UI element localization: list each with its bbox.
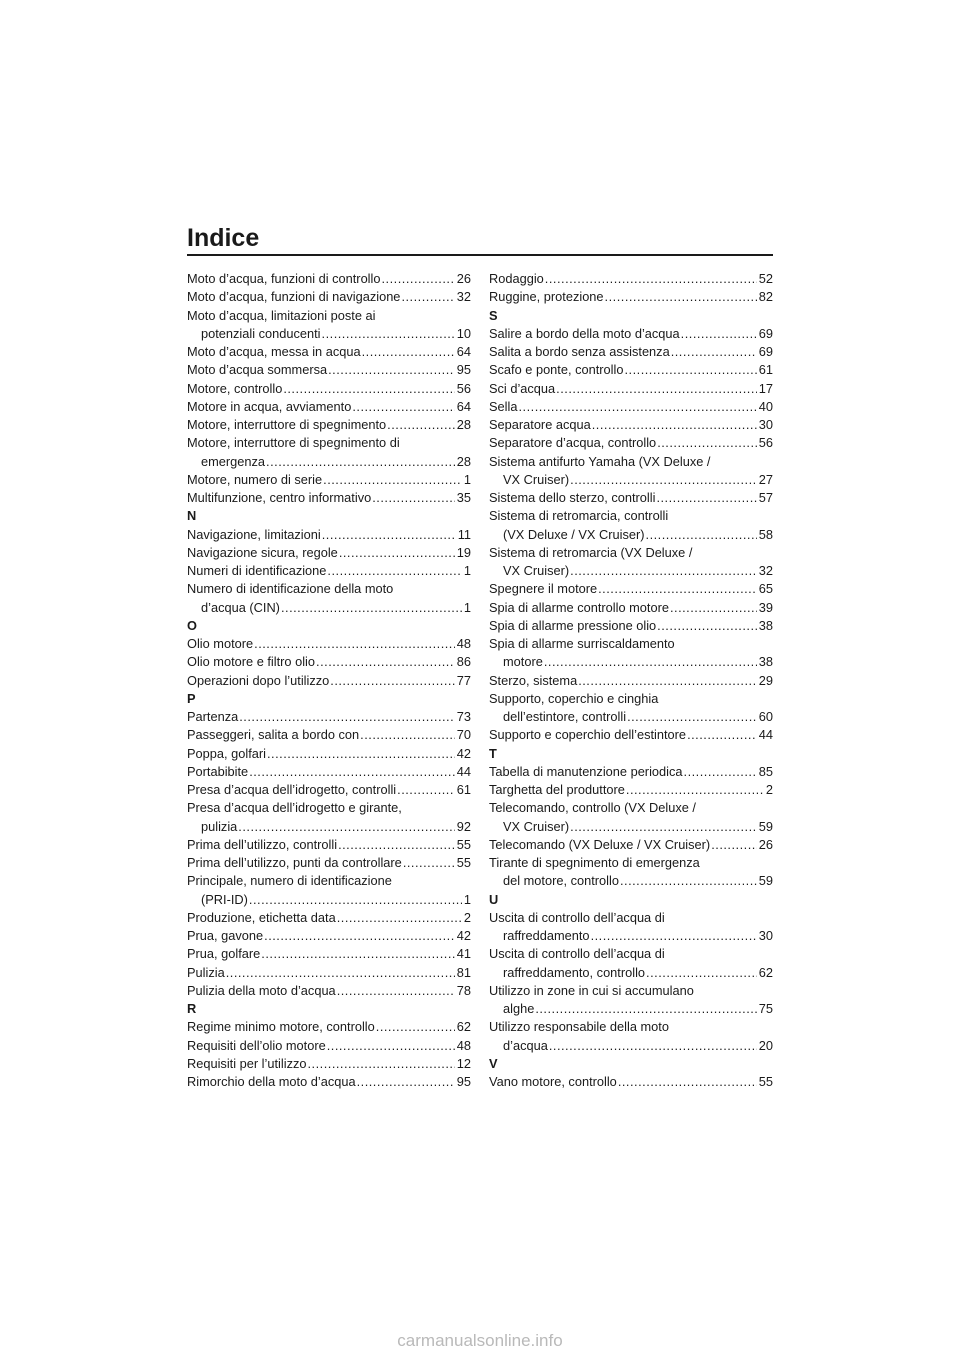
index-entry [489, 1073, 773, 1091]
index-entry [489, 982, 773, 1019]
page-title: Indice [187, 224, 260, 252]
index-entry-text: Spegnere il motore [489, 581, 598, 597]
index-entry [187, 945, 471, 963]
index-entry [187, 909, 471, 927]
index-entry-text: Moto d’acqua, limitazioni poste ai [187, 307, 376, 323]
title-divider [187, 254, 773, 256]
index-entry [489, 416, 773, 434]
dot-leader [322, 325, 455, 343]
index-entry-text: Moto d’acqua, funzioni di navigazione [187, 289, 401, 305]
index-entry [187, 489, 471, 507]
index-entry [489, 507, 773, 544]
index-section-letter: N [187, 508, 197, 524]
dot-leader [570, 818, 757, 836]
index-entry [187, 836, 471, 854]
index-entry [489, 380, 773, 398]
dot-leader [591, 927, 757, 945]
index-page-number: 1 [463, 471, 471, 487]
index-page-number: 82 [758, 289, 773, 305]
index-entry-text: d’acqua (CIN) [201, 599, 280, 615]
index-entry [187, 562, 471, 580]
dot-leader [283, 380, 454, 398]
dot-leader [337, 982, 455, 1000]
index-page-number: 77 [456, 672, 471, 688]
index-page-number: 48 [456, 636, 471, 651]
dot-leader [657, 434, 757, 452]
index-entry-text: Separatore acqua [489, 417, 591, 432]
dot-leader [316, 653, 455, 671]
dot-leader [376, 1018, 455, 1036]
index-entry [187, 416, 471, 434]
index-entry-text: Sci d’acqua [489, 380, 556, 396]
index-entry [489, 781, 773, 799]
index-entry-text: Supporto e coperchio dell’estintore [489, 727, 687, 743]
index-page-number: 58 [758, 526, 773, 542]
dot-leader [620, 872, 757, 890]
index-section-letter: P [187, 690, 196, 706]
dot-leader [687, 726, 757, 744]
index-entry [187, 1055, 471, 1073]
index-entry [489, 361, 773, 379]
dot-leader [382, 270, 455, 288]
dot-leader [627, 708, 757, 726]
dot-leader [618, 1073, 757, 1091]
index-entry [489, 799, 773, 836]
index-entry [187, 361, 471, 379]
index-entry-text: d’acqua [503, 1037, 548, 1053]
index-entry [489, 635, 773, 672]
index-page-number: 28 [456, 453, 471, 469]
index-entry [187, 872, 471, 909]
index-entry [187, 380, 471, 398]
index-entry-text: Motore, interruttore di spegnimento [187, 417, 387, 432]
index-entry [187, 653, 471, 671]
index-page-number: 26 [456, 271, 471, 286]
index-page-number: 62 [456, 1019, 471, 1035]
index-page-number: 2 [765, 782, 773, 797]
index-entry-text: Numero di identificazione della moto [187, 581, 394, 597]
dot-leader [322, 526, 456, 544]
dot-leader [656, 489, 756, 507]
dot-leader [598, 580, 757, 598]
dot-leader [226, 964, 455, 982]
dot-leader [578, 672, 757, 690]
dot-leader [570, 562, 757, 580]
dot-leader [337, 909, 462, 927]
index-page-number: 32 [456, 289, 471, 305]
index-entry [187, 672, 471, 690]
index-entry-text: Passeggeri, salita a bordo con [187, 727, 360, 743]
index-entry-text: Prima dell’utilizzo, controlli [187, 836, 338, 852]
index-entry [489, 836, 773, 854]
index-entry [187, 964, 471, 982]
index-entry [187, 745, 471, 763]
dot-leader [360, 726, 455, 744]
index-page-number: 27 [758, 471, 773, 487]
dot-leader [646, 964, 757, 982]
dot-leader [681, 325, 757, 343]
dot-leader [387, 416, 455, 434]
index-entry [187, 580, 471, 617]
index-page-number: 12 [456, 1055, 471, 1071]
index-page-number: 59 [758, 818, 773, 834]
index-column-right [489, 270, 773, 1091]
index-entry [187, 799, 471, 836]
index-entry-text: Prua, golfare [187, 946, 261, 962]
index-entry-text: Navigazione, limitazioni [187, 526, 321, 542]
index-entry-text: alghe [503, 1001, 535, 1016]
index-entry-text: Operazioni dopo l’utilizzo [187, 672, 330, 688]
index-entry-text: Sterzo, sistema [489, 672, 578, 688]
dot-leader [328, 361, 455, 379]
index-entry-text: Moto d’acqua, messa in acqua [187, 344, 361, 359]
index-page-number: 57 [758, 490, 773, 505]
dot-leader [362, 343, 455, 361]
index-page-number: 32 [758, 563, 773, 578]
index-entry-text: Poppa, golfari [187, 745, 266, 761]
index-entry [489, 763, 773, 781]
dot-leader [401, 288, 454, 306]
index-entry-text: Requisiti per l’utilizzo [187, 1055, 307, 1071]
dot-leader [657, 617, 757, 635]
index-page-number: 41 [456, 946, 471, 962]
index-page-number: 10 [456, 325, 471, 341]
index-page-number: 85 [758, 763, 773, 779]
index-section-letter: S [489, 307, 498, 323]
dot-leader [281, 599, 462, 617]
index-entry [187, 307, 471, 344]
index-page-number: 64 [456, 398, 471, 414]
index-entry-text: Supporto, coperchio e cinghia [489, 690, 659, 706]
index-entry-text: Produzione, etichetta data [187, 909, 336, 925]
index-entry-text: Uscita di controllo dell’acqua di [489, 909, 665, 925]
dot-leader [670, 599, 757, 617]
index-page-number: 35 [456, 490, 471, 505]
index-entry-text: del motore, controllo [503, 873, 619, 889]
index-entry-text: Sistema antifurto Yamaha (VX Deluxe / [489, 453, 711, 469]
index-section-letter: T [489, 745, 497, 761]
index-entry [489, 672, 773, 690]
index-entry-text: Pulizia della moto d’acqua [187, 982, 336, 998]
index-page-number: 30 [758, 928, 773, 943]
index-entry [489, 270, 773, 288]
index-entry-text: Partenza [187, 709, 239, 724]
dot-leader [671, 343, 757, 361]
index-entry-text: (VX Deluxe / VX Cruiser) [503, 526, 645, 542]
dot-leader [556, 380, 757, 398]
index-entry [187, 288, 471, 306]
index-entry [187, 544, 471, 562]
index-entry-text: Spia di allarme pressione olio [489, 617, 657, 633]
dot-leader [684, 763, 757, 781]
dot-leader [624, 361, 756, 379]
index-entry [187, 270, 471, 288]
dot-leader [254, 635, 455, 653]
index-entry-text: Presa d’acqua dell’idrogetto, controlli [187, 782, 397, 797]
dot-leader [307, 1055, 454, 1073]
dot-leader [261, 945, 454, 963]
index-page-number: 64 [456, 344, 471, 359]
index-page-number: 61 [758, 362, 773, 378]
index-entry-text: raffreddamento [503, 928, 590, 943]
index-entry [489, 617, 773, 635]
index-entry-text: (PRI-ID) [201, 891, 248, 907]
index-entry-text: Prua, gavone [187, 928, 264, 943]
index-entry-text: Motore, numero di serie [187, 471, 323, 487]
dot-leader [357, 1073, 455, 1091]
index-entry [187, 726, 471, 744]
index-entry [489, 1018, 773, 1055]
index-page-number: 61 [456, 782, 471, 797]
index-page-number: 55 [456, 855, 471, 870]
index-column-left [187, 270, 471, 1091]
index-entry [489, 945, 773, 982]
index-entry-text: Ruggine, protezione [489, 289, 604, 305]
index-page-number: 26 [758, 836, 773, 852]
dot-leader [264, 927, 455, 945]
index-page-number: 86 [456, 654, 471, 670]
index-section-letter: V [489, 1055, 498, 1071]
index-page-number: 17 [758, 380, 773, 396]
index-entry-text: Telecomando, controllo (VX Deluxe / [489, 800, 696, 816]
dot-leader [323, 471, 462, 489]
index-entry-text: Moto d’acqua, funzioni di controllo [187, 271, 381, 286]
dot-leader [626, 781, 764, 799]
index-page-number: 95 [456, 362, 471, 378]
dot-leader [549, 1037, 757, 1055]
index-page-number: 42 [456, 928, 471, 943]
index-page-number: 95 [456, 1074, 471, 1089]
index-page-number: 2 [463, 909, 471, 925]
index-entry-text: Prima dell’utilizzo, punti da controllare [187, 855, 402, 870]
index-page-number: 73 [456, 709, 471, 724]
index-entry [489, 398, 773, 416]
index-entry-text: Spia di allarme surriscaldamento [489, 636, 675, 651]
index-page-number: 44 [456, 763, 471, 779]
index-page-number: 39 [758, 599, 773, 615]
index-entry [187, 1037, 471, 1055]
index-page-number: 42 [456, 745, 471, 761]
index-page-number: 69 [758, 325, 773, 341]
index-page-number: 56 [758, 435, 773, 451]
index-entry [489, 453, 773, 490]
index-entry-text: Olio motore e filtro olio [187, 654, 316, 670]
index-entry [187, 927, 471, 945]
index-page-number: 60 [758, 709, 773, 724]
index-entry-text: Sistema di retromarcia (VX Deluxe / [489, 544, 693, 560]
index-page-number: 62 [758, 964, 773, 980]
index-page-number: 75 [758, 1001, 773, 1016]
index-page-number: 92 [456, 818, 471, 834]
index-entry-text: Targhetta del produttore [489, 782, 625, 797]
watermark: carmanualsonline.info [397, 1331, 563, 1350]
dot-leader [372, 489, 455, 507]
index-page-number: 78 [456, 982, 471, 998]
index-page-number: 30 [758, 417, 773, 432]
index-page-number: 1 [463, 563, 471, 578]
dot-leader [535, 1000, 756, 1018]
index-entry [187, 781, 471, 799]
dot-leader [518, 398, 756, 416]
index-entry-text: Utilizzo responsabile della moto [489, 1019, 669, 1035]
index-page-number: 65 [758, 581, 773, 597]
index-entry [187, 1018, 471, 1036]
index-entry-text: Numeri di identificazione [187, 563, 327, 578]
index-entry [187, 343, 471, 361]
index-entry-text: Sistema dello sterzo, controlli [489, 490, 656, 505]
index-entry-text: pulizia [201, 818, 238, 834]
index-entry-text: Uscita di controllo dell’acqua di [489, 946, 665, 962]
index-entry [187, 398, 471, 416]
index-page-number: 19 [456, 544, 471, 560]
index-entry-text: Vano motore, controllo [489, 1074, 617, 1089]
index-entry-text: Sistema di retromarcia, controlli [489, 508, 669, 524]
index-page-number: 56 [456, 380, 471, 396]
index-entry-text: emergenza [201, 453, 266, 469]
index-page-number: 11 [457, 526, 471, 542]
index-entry [187, 854, 471, 872]
index-entry [489, 690, 773, 727]
index-page-number: 40 [758, 398, 773, 414]
index-page-number: 29 [758, 672, 773, 688]
dot-leader [545, 270, 757, 288]
index-entry-text: Separatore d’acqua, controllo [489, 435, 657, 451]
index-entry [187, 1073, 471, 1091]
index-page-number: 59 [758, 873, 773, 889]
dot-leader [570, 471, 757, 489]
index-entry [187, 434, 471, 471]
dot-leader [239, 708, 455, 726]
index-page-number: 28 [456, 417, 471, 432]
index-entry [489, 580, 773, 598]
index-entry-text: Motore, controllo [187, 380, 283, 396]
dot-leader [352, 398, 454, 416]
index-page-number: 1 [463, 891, 471, 907]
index-entry [187, 526, 471, 544]
index-entry-text: Salita a bordo senza assistenza [489, 344, 670, 359]
dot-leader [330, 672, 455, 690]
index-entry [187, 708, 471, 726]
index-entry-text: Tabella di manutenzione periodica [489, 763, 683, 779]
index-entry [187, 471, 471, 489]
index-entry-text: Principale, numero di identificazione [187, 873, 392, 889]
dot-leader [711, 836, 757, 854]
index-entry-text: Olio motore [187, 636, 254, 651]
index-entry-text: Tirante di spegnimento di emergenza [489, 855, 700, 870]
index-page-number: 69 [758, 344, 773, 359]
dot-leader [605, 288, 757, 306]
index-page-number: 52 [758, 271, 773, 286]
dot-leader [249, 891, 462, 909]
index-entry [187, 635, 471, 653]
index-entry-text: Rimorchio della moto d’acqua [187, 1074, 356, 1089]
index-page-number: 20 [758, 1037, 773, 1053]
dot-leader [238, 818, 454, 836]
index-page-number: 55 [758, 1074, 773, 1089]
dot-leader [339, 544, 455, 562]
index-entry [187, 763, 471, 781]
index-entry-text: Spia di allarme controllo motore [489, 599, 669, 615]
index-section-letter: U [489, 891, 499, 907]
index-page-number: 44 [758, 727, 773, 743]
index-entry-text: Sella [489, 398, 518, 414]
index-entry [489, 288, 773, 306]
index-entry [489, 434, 773, 452]
dot-leader [327, 1037, 455, 1055]
index-entry [489, 726, 773, 744]
index-entry-text: Rodaggio [489, 271, 544, 286]
index-entry-text: Requisiti dell’olio motore [187, 1037, 326, 1053]
index-page-number: 38 [758, 654, 773, 670]
index-entry-text: dell’estintore, controlli [503, 709, 627, 724]
dot-leader [646, 526, 757, 544]
index-entry [489, 343, 773, 361]
index-entry-text: Telecomando (VX Deluxe / VX Cruiser) [489, 836, 711, 852]
index-entry-text: VX Cruiser) [503, 563, 570, 578]
index-section-letter: O [187, 617, 197, 633]
index-entry-text: Navigazione sicura, regole [187, 544, 338, 560]
index-entry [489, 544, 773, 581]
dot-leader [267, 745, 455, 763]
index-entry [489, 325, 773, 343]
index-entry-text: Moto d’acqua sommersa [187, 362, 328, 378]
index-entry-text: Portabibite [187, 763, 249, 779]
dot-leader [266, 453, 455, 471]
index-entry [489, 854, 773, 891]
dot-leader [592, 416, 757, 434]
index-entry-text: Pulizia [187, 964, 225, 980]
dot-leader [544, 653, 757, 671]
index-entry [489, 489, 773, 507]
index-page-number: 81 [456, 964, 471, 980]
dot-leader [327, 562, 461, 580]
index-page-number: 38 [758, 617, 773, 633]
index-entry [489, 909, 773, 946]
index-entry-text: Scafo e ponte, controllo [489, 362, 624, 378]
index-entry-text: Multifunzione, centro informativo [187, 490, 372, 505]
index-entry [489, 599, 773, 617]
dot-leader [249, 763, 455, 781]
index-entry-text: Utilizzo in zone in cui si accumulano [489, 982, 694, 998]
index-entry-text: Motore in acqua, avviamento [187, 398, 352, 414]
index-page-number: 48 [456, 1037, 471, 1053]
dot-leader [403, 854, 455, 872]
index-entry-text: motore [503, 654, 543, 670]
index-entry-text: VX Cruiser) [503, 471, 570, 487]
index-page-number: 1 [463, 599, 471, 615]
index-entry-text: raffreddamento, controllo [503, 964, 646, 980]
index-entry-text: Regime minimo motore, controllo [187, 1019, 375, 1035]
index-page-number: 70 [456, 727, 471, 743]
dot-leader [397, 781, 455, 799]
index-section-letter: R [187, 1001, 197, 1016]
index-page-number: 55 [456, 836, 471, 852]
index-entry [187, 982, 471, 1000]
index-entry-text: VX Cruiser) [503, 818, 570, 834]
index-entry-text: Motore, interruttore di spegnimento di [187, 435, 400, 451]
index-entry-text: potenziali conducenti [201, 325, 321, 341]
dot-leader [338, 836, 455, 854]
index-entry-text: Presa d’acqua dell’idrogetto e girante, [187, 800, 402, 816]
index-entry-text: Salire a bordo della moto d’acqua [489, 325, 680, 341]
